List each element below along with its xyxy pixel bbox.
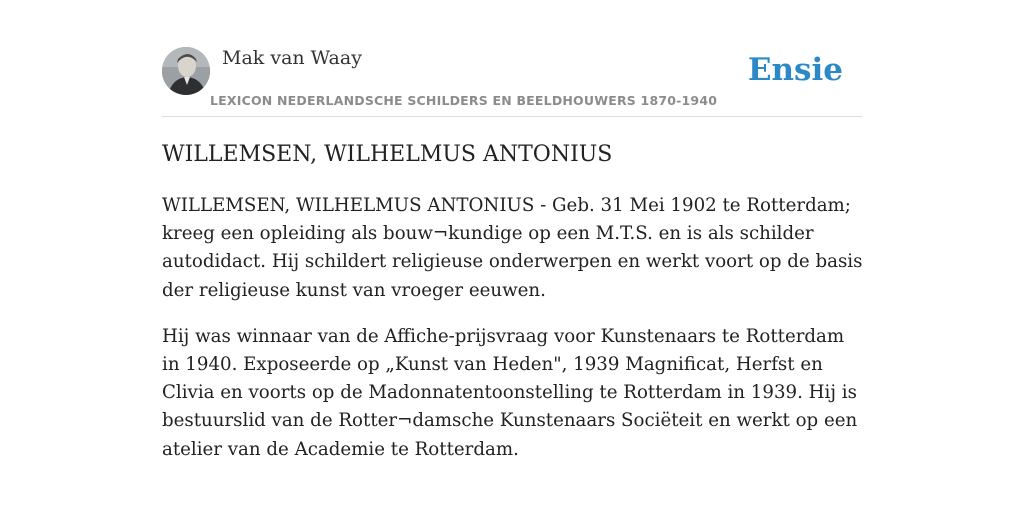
source-title[interactable]: LEXICON NEDERLANDSCHE SCHILDERS EN BEELDHOUWERS 1870-1940 <box>210 93 718 108</box>
article-paragraph: WILLEMSEN, WILHELMUS ANTONIUS - Geb. 31 Mei 1902 te Rotterdam; kreeg een opleiding als bouw¬kundige op een M.T.S. en is als schilder autodidact. Hij schildert religieuse onderwerpen en werkt voort op de basis der religieuse kunst van vroeger eeuwen. <box>162 195 863 301</box>
article-body <box>162 192 866 482</box>
author-avatar[interactable] <box>162 47 210 95</box>
ensie-logo[interactable]: Ensie <box>747 52 843 88</box>
article-paragraph: Hij was winnaar van de Affiche-prijsvraag voor Kunstenaars te Rotterdam in 1940. Exposeerde op „Kunst van Heden", 1939 Magnificat, Herfst en Clivia en voorts op de Madonnatentoonstelling te Rotterdam in 1939. Hij is bestuurslid van de Rotter¬damsche Kunstenaars Sociëteit en werkt op een atelier van de Academie te Rotterdam. <box>162 325 858 460</box>
article-header <box>162 46 862 117</box>
portrait-image <box>162 47 210 95</box>
author-name[interactable]: Mak van Waay <box>222 47 362 69</box>
article-title: WILLEMSEN, WILHELMUS ANTONIUS <box>162 142 613 167</box>
